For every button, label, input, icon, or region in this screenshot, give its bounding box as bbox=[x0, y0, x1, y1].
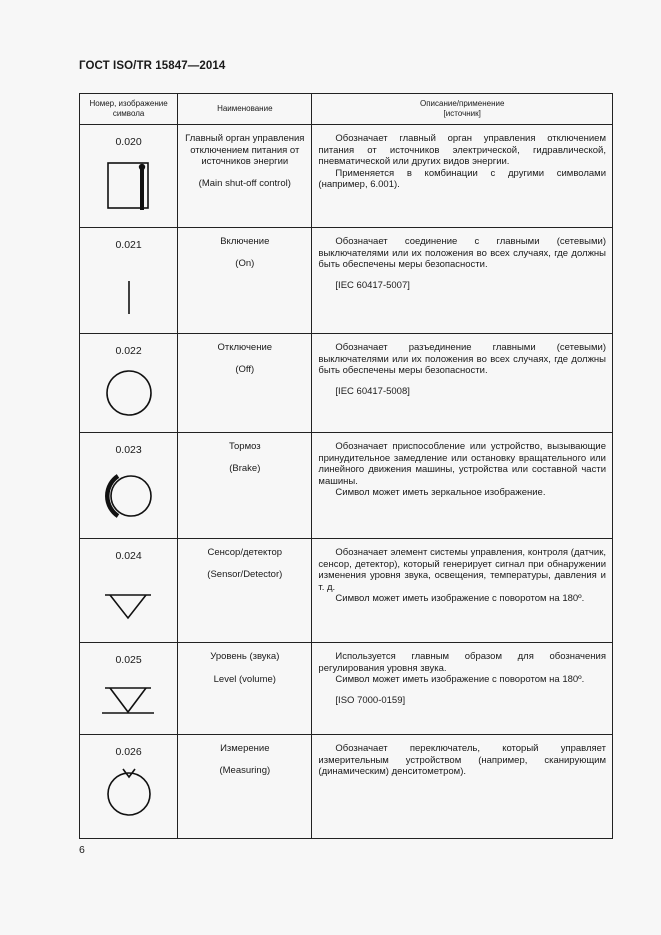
symbol-number: 0.025 bbox=[115, 654, 142, 666]
off-circle-icon bbox=[99, 363, 159, 423]
measuring-icon bbox=[99, 762, 159, 822]
description-cell bbox=[312, 643, 613, 735]
description-text: Символ может иметь изображение с поворотом на 180º. bbox=[335, 674, 585, 685]
table-row bbox=[80, 228, 613, 334]
symbol-number: 0.021 bbox=[115, 239, 142, 251]
symbol-number: 0.022 bbox=[115, 345, 142, 357]
symbols-table bbox=[79, 93, 613, 839]
name-cell bbox=[178, 643, 312, 735]
description-text: Обозначает переключатель, который управляет измерительным устройством (например, сканирующим (динамическим) денситометром). bbox=[318, 743, 606, 777]
symbol-cell bbox=[80, 539, 178, 643]
table-row bbox=[80, 334, 613, 433]
column-header-name: Наименование bbox=[178, 94, 312, 125]
description-text: Обозначает элемент системы управления, контроля (датчик, сенсор, детектор), который генерирует сигнал при обнаружении изменения уровня звука, освещения, температуры, давления и т. д. bbox=[318, 547, 606, 593]
description-cell bbox=[312, 433, 613, 539]
column-header-description bbox=[312, 94, 613, 125]
description-text: Символ может иметь зеркальное изображение. bbox=[335, 487, 546, 498]
description-text: Обозначает главный орган управления отключением питания от источников электрической, гидравлической, пневматической или других видов энергии. bbox=[318, 133, 606, 167]
name-ru: Измерение bbox=[220, 743, 270, 754]
name-cell bbox=[178, 334, 312, 433]
on-line-icon bbox=[99, 259, 159, 319]
name-en: (Sensor/Detector) bbox=[207, 568, 283, 580]
description-text: Обозначает приспособление или устройство, вызывающие принудительное замедление или остановку вращательного или линейного движения машины, устройства или составной части машины. bbox=[318, 441, 606, 487]
brake-icon bbox=[99, 466, 159, 526]
symbol-cell bbox=[80, 735, 178, 839]
description-cell bbox=[312, 125, 613, 228]
name-en: (Off) bbox=[235, 363, 255, 375]
description-cell bbox=[312, 735, 613, 839]
symbol-cell bbox=[80, 643, 178, 735]
table-row bbox=[80, 539, 613, 643]
table-row bbox=[80, 433, 613, 539]
name-cell bbox=[178, 539, 312, 643]
description-text: Используется главным образом для обозначения регулирования уровня звука. bbox=[318, 651, 606, 674]
column-header-description-line1: Описание/применение bbox=[419, 99, 505, 108]
main-shut-off-icon bbox=[99, 156, 159, 216]
table-row bbox=[80, 125, 613, 228]
description-reference: [IEC 60417-5007] bbox=[335, 279, 410, 291]
level-triangle-icon bbox=[99, 668, 159, 728]
description-reference: [IEC 60417-5008] bbox=[335, 385, 410, 397]
name-en: (Brake) bbox=[229, 462, 261, 474]
description-reference: [ISO 7000-0159] bbox=[335, 694, 406, 706]
name-cell bbox=[178, 433, 312, 539]
description-cell bbox=[312, 228, 613, 334]
symbol-number: 0.020 bbox=[115, 136, 142, 148]
table-row bbox=[80, 735, 613, 839]
table-header-row bbox=[80, 94, 613, 125]
name-ru: Главный орган управления отключением питания от источников энергии bbox=[185, 133, 305, 167]
name-en: Level (volume) bbox=[213, 673, 276, 685]
description-text: Обозначает разъединение главными (сетевыми) выключателями или их положения во всех случаях, где должны быть обеспечены меры безопасности. bbox=[318, 342, 606, 376]
name-cell bbox=[178, 228, 312, 334]
sensor-triangle-icon bbox=[99, 570, 159, 630]
description-cell bbox=[312, 539, 613, 643]
symbol-cell bbox=[80, 433, 178, 539]
name-en: (Main shut-off control) bbox=[198, 177, 291, 189]
name-ru: Уровень (звука) bbox=[210, 651, 280, 662]
symbol-number: 0.024 bbox=[115, 550, 142, 562]
symbol-cell bbox=[80, 125, 178, 228]
name-ru: Тормоз bbox=[228, 441, 261, 452]
column-header-number: Номер, изображение символа bbox=[80, 94, 178, 125]
page-number: 6 bbox=[79, 844, 85, 856]
name-cell bbox=[178, 735, 312, 839]
name-en: (Measuring) bbox=[219, 764, 271, 776]
name-cell bbox=[178, 125, 312, 228]
description-text: Применяется в комбинации с другими символами (например, 6.001). bbox=[318, 167, 606, 190]
symbol-cell bbox=[80, 334, 178, 433]
description-text: Обозначает соединение с главными (сетевыми) выключателями или их положения во всех случаях, где должны быть обеспечены меры безопасности. bbox=[318, 236, 606, 270]
description-text: Символ может иметь изображение с поворотом на 180º. bbox=[335, 593, 585, 604]
name-ru: Включение bbox=[220, 236, 270, 247]
column-header-description-line2: [источник] bbox=[443, 109, 481, 118]
document-header: ГОСТ ISO/TR 15847—2014 bbox=[79, 60, 226, 72]
name-ru: Отключение bbox=[217, 342, 273, 353]
table-row bbox=[80, 643, 613, 735]
description-cell bbox=[312, 334, 613, 433]
name-en: (On) bbox=[235, 257, 255, 269]
symbol-number: 0.026 bbox=[115, 746, 142, 758]
name-ru: Сенсор/детектор bbox=[207, 547, 283, 558]
symbol-number: 0.023 bbox=[115, 444, 142, 456]
symbol-cell bbox=[80, 228, 178, 334]
